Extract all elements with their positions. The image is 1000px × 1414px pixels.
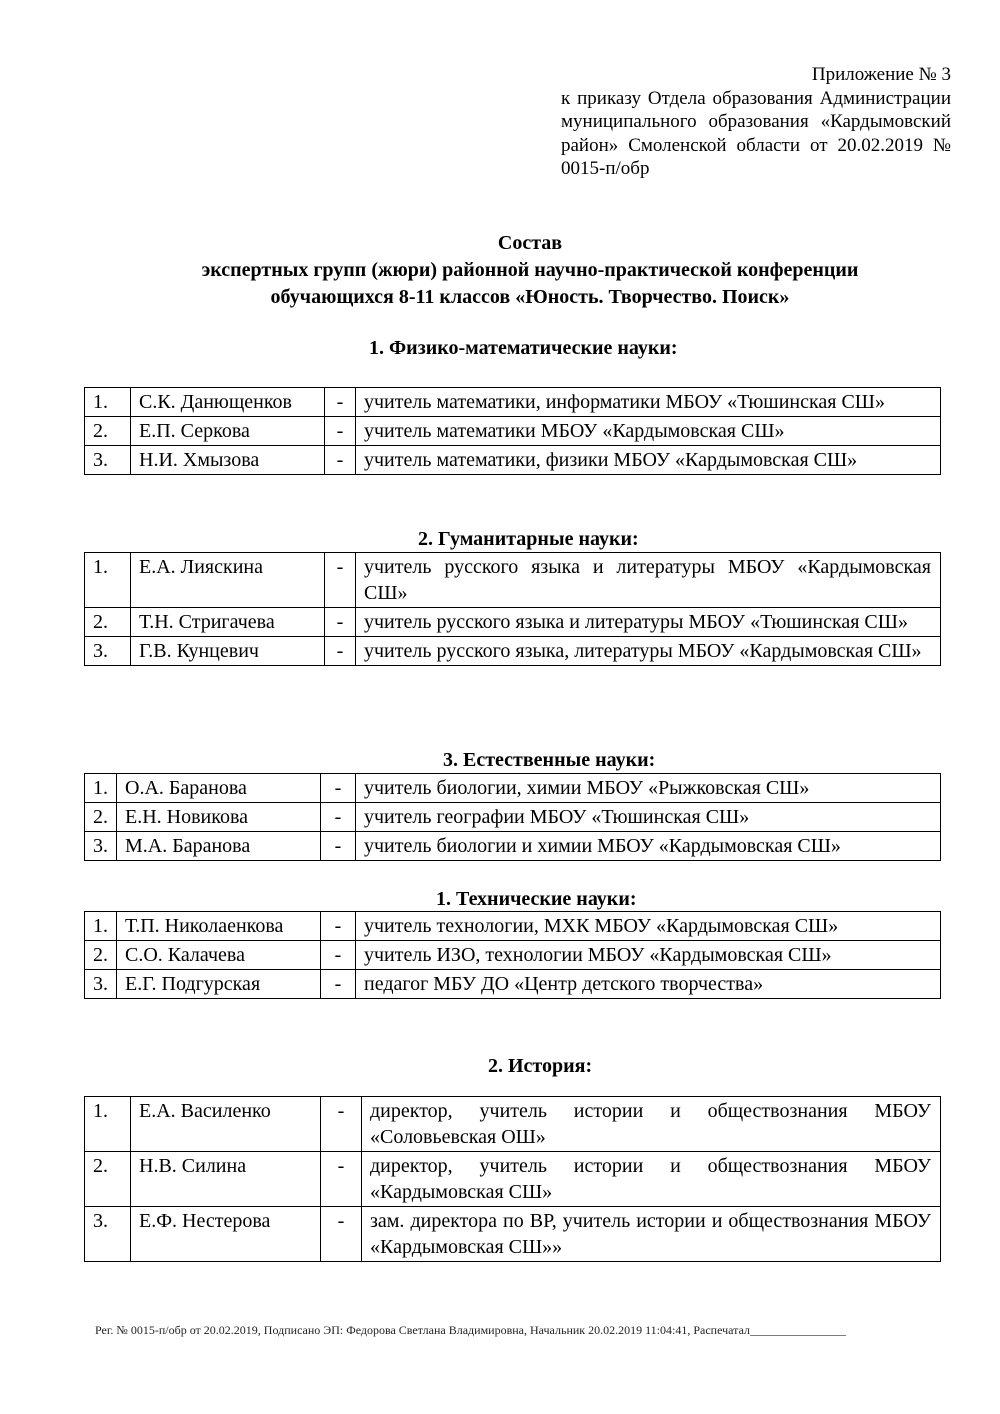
appendix-number: Приложение № 3 (811, 64, 951, 85)
dash: - (321, 1152, 362, 1207)
table-row (85, 417, 941, 446)
appendix-reference: к приказу Отдела образования Администрации муниципального образования «Кардымовский район» Смоленской области от 20.02.2019 № 0015-п/обр (561, 87, 951, 180)
row-number: 3. (85, 1207, 131, 1262)
row-number: 2. (85, 941, 117, 970)
member-role: учитель биологии, химии МБОУ «Рыжковская СШ» (356, 774, 941, 803)
table-row (85, 608, 941, 637)
table-row (85, 388, 941, 417)
dash: - (321, 832, 356, 861)
dash: - (321, 941, 356, 970)
member-role: учитель русского языка и литературы МБОУ «Тюшинская СШ» (356, 608, 941, 637)
dash: - (325, 637, 356, 666)
dash: - (321, 1097, 362, 1152)
appendix-block (561, 63, 951, 181)
member-role: зам. директора по ВР, учитель истории и обществознания МБОУ «Кардымовская СШ»» (362, 1207, 941, 1262)
member-name: С.О. Калачева (117, 941, 321, 970)
document-title (60, 230, 1000, 311)
member-role: учитель русского языка и литературы МБОУ «Кардымовская СШ» (356, 553, 941, 608)
table-row (85, 941, 941, 970)
member-name: С.К. Данющенков (131, 388, 325, 417)
jury-table-humanities (84, 552, 941, 666)
member-role: учитель математики, физики МБОУ «Кардымовская СШ» (356, 446, 941, 475)
table-row (85, 970, 941, 999)
row-number: 3. (85, 637, 131, 666)
member-name: М.А. Баранова (117, 832, 321, 861)
table-row (85, 637, 941, 666)
section-heading-technical-sciences: 1. Технические науки: (436, 888, 637, 910)
title-line-1: Состав (497, 232, 563, 254)
table-row (85, 912, 941, 941)
jury-table-history (84, 1096, 941, 1262)
member-name: О.А. Баранова (117, 774, 321, 803)
member-name: Е.Н. Новикова (117, 803, 321, 832)
table-row (85, 553, 941, 608)
dash: - (325, 417, 356, 446)
member-role: директор, учитель истории и обществознания МБОУ «Соловьевская ОШ» (362, 1097, 941, 1152)
member-role: учитель русского языка, литературы МБОУ «Кардымовская СШ» (356, 637, 941, 666)
dash: - (321, 1207, 362, 1262)
member-name: Е.П. Серкова (131, 417, 325, 446)
table-row (85, 832, 941, 861)
jury-table-phys-math (84, 387, 941, 475)
dash: - (321, 774, 356, 803)
member-name: Е.А. Василенко (131, 1097, 321, 1152)
section-heading-history: 2. История: (488, 1055, 593, 1077)
member-role: учитель математики, информатики МБОУ «Тюшинская СШ» (356, 388, 941, 417)
member-name: Т.П. Николаенкова (117, 912, 321, 941)
row-number: 1. (85, 1097, 131, 1152)
row-number: 1. (85, 388, 131, 417)
member-name: Е.А. Лияскина (131, 553, 325, 608)
section-heading-phys-math: 1. Физико-математические науки: (369, 337, 678, 359)
dash: - (321, 970, 356, 999)
row-number: 2. (85, 417, 131, 446)
dash: - (325, 446, 356, 475)
title-line-3: обучающихся 8-11 классов «Юность. Творчество. Поиск» (270, 286, 790, 308)
member-role: директор, учитель истории и обществознания МБОУ «Кардымовская СШ» (362, 1152, 941, 1207)
row-number: 1. (85, 774, 117, 803)
table-row (85, 803, 941, 832)
jury-table-technical-sciences (84, 911, 941, 999)
dash: - (321, 803, 356, 832)
row-number: 1. (85, 912, 117, 941)
row-number: 2. (85, 803, 117, 832)
table-row (85, 1152, 941, 1207)
dash: - (325, 388, 356, 417)
member-name: Н.В. Силина (131, 1152, 321, 1207)
dash: - (325, 608, 356, 637)
member-name: Г.В. Кунцевич (131, 637, 325, 666)
member-role: педагог МБУ ДО «Центр детского творчества» (356, 970, 941, 999)
row-number: 3. (85, 970, 117, 999)
member-role: учитель географии МБОУ «Тюшинская СШ» (356, 803, 941, 832)
dash: - (321, 912, 356, 941)
member-name: Т.Н. Стригачева (131, 608, 325, 637)
member-name: Н.И. Хмызова (131, 446, 325, 475)
signature-footer: Рег. № 0015-п/обр от 20.02.2019, Подписано ЭП: Федорова Светлана Владимировна, Начальник 20.02.2019 11:04:41, Распечатал________________ (95, 1323, 846, 1337)
member-name: Е.Ф. Нестерова (131, 1207, 321, 1262)
table-row (85, 1207, 941, 1262)
table-row (85, 774, 941, 803)
section-heading-natural-sciences: 3. Естественные науки: (443, 749, 656, 771)
member-role: учитель ИЗО, технологии МБОУ «Кардымовская СШ» (356, 941, 941, 970)
jury-table-natural-sciences (84, 773, 941, 861)
dash: - (325, 553, 356, 608)
section-heading-humanities: 2. Гуманитарные науки: (418, 528, 639, 550)
table-row (85, 1097, 941, 1152)
title-line-2: экспертных групп (жюри) районной научно-практической конференции (201, 259, 859, 281)
row-number: 2. (85, 608, 131, 637)
member-role: учитель технологии, МХК МБОУ «Кардымовская СШ» (356, 912, 941, 941)
row-number: 3. (85, 832, 117, 861)
row-number: 1. (85, 553, 131, 608)
member-name: Е.Г. Подгурская (117, 970, 321, 999)
table-row (85, 446, 941, 475)
member-role: учитель биологии и химии МБОУ «Кардымовская СШ» (356, 832, 941, 861)
member-role: учитель математики МБОУ «Кардымовская СШ» (356, 417, 941, 446)
row-number: 2. (85, 1152, 131, 1207)
row-number: 3. (85, 446, 131, 475)
